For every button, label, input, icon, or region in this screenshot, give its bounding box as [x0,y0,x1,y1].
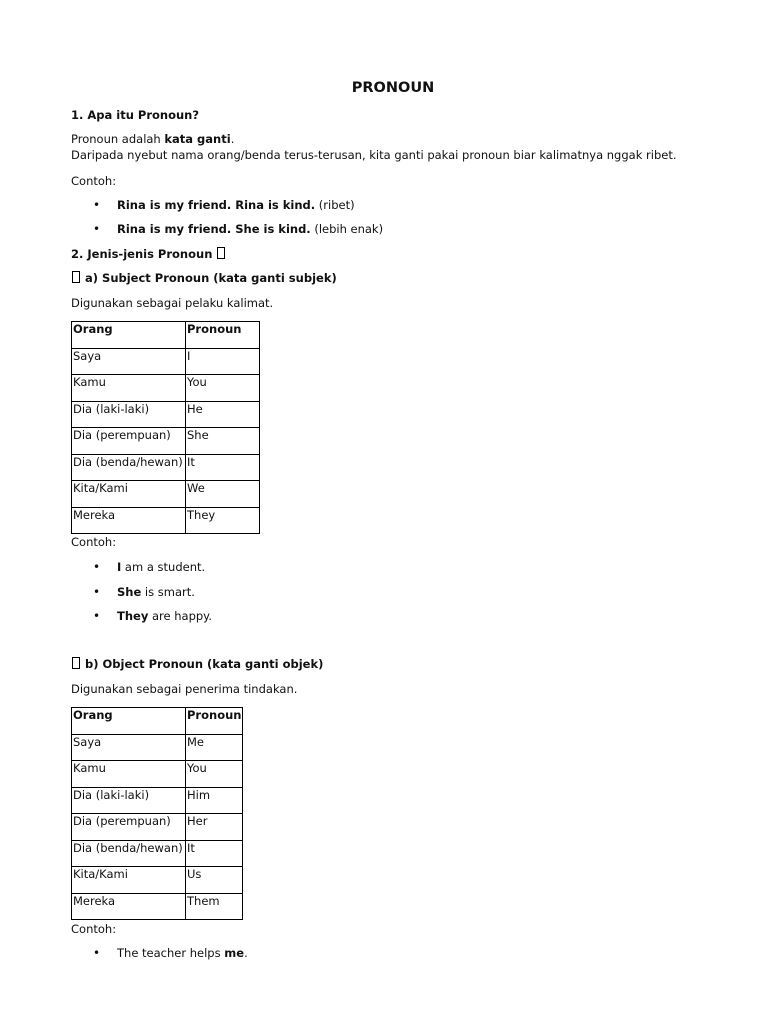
table-cell: Kamu [72,761,186,788]
subject-heading-text: a) Subject Pronoun (kata ganti subjek) [85,271,337,285]
object-description: Digunakan sebagai penerima tindakan. [71,682,298,696]
table-cell: Dia (perempuan) [72,428,186,455]
example-item [117,222,383,236]
table-cell: Her [186,814,243,841]
example-bold: Rina is my friend. Rina is kind. [117,198,316,212]
missing-glyph-icon [72,271,80,283]
table-row [72,507,260,534]
table-row [72,734,243,761]
table-cell: I [186,348,260,375]
contoh-label-2: Contoh: [71,535,117,549]
table-row [72,787,243,814]
table-row [72,840,243,867]
subject-description: Digunakan sebagai pelaku kalimat. [71,296,274,310]
explanation-line: Daripada nyebut nama orang/benda terus-terusan, kita ganti pakai pronoun biar kalimatnya nggak ribet. [71,148,677,162]
table-cell: We [186,481,260,508]
table-row [72,867,243,894]
example-rest: (lebih enak) [310,222,384,236]
table-cell: Them [186,893,243,920]
bullet-icon: • [93,222,101,236]
table-row [72,893,243,920]
table-cell: Mereka [72,507,186,534]
example-bold: I [117,560,122,574]
table-cell: Saya [72,348,186,375]
table-cell: He [186,401,260,428]
table-cell: Dia (laki-laki) [72,787,186,814]
object-pronoun-table [71,707,243,920]
table-row [72,814,243,841]
page-title: PRONOUN [351,80,435,96]
table-cell: Me [186,734,243,761]
example-item [117,198,355,212]
subject-pronoun-heading [71,271,337,285]
column-header: Pronoun [186,708,243,735]
bullet-icon: • [93,585,101,599]
table-cell: You [186,375,260,402]
example-rest: are happy. [148,609,212,623]
definition-line [71,132,234,146]
table-cell: They [186,507,260,534]
table-cell: You [186,761,243,788]
section-2-heading-text: 2. Jenis-jenis Pronoun [71,247,213,261]
object-heading-text: b) Object Pronoun (kata ganti objek) [85,657,324,671]
bullet-icon: • [93,946,101,960]
example-bold: She [117,585,142,599]
column-header: Orang [72,708,186,735]
table-row [72,348,260,375]
column-header: Orang [72,322,186,349]
example-item [117,585,195,599]
table-cell: Dia (benda/hewan) [72,840,186,867]
example-prefix: The teacher helps [117,946,225,960]
table-header-row [72,708,243,735]
table-cell: She [186,428,260,455]
example-rest: am a student. [121,560,206,574]
table-row [72,428,260,455]
definition-prefix: Pronoun adalah [71,132,165,146]
table-cell: Us [186,867,243,894]
example-rest: is smart. [141,585,195,599]
table-cell: Dia (benda/hewan) [72,454,186,481]
bullet-icon: • [93,609,101,623]
example-rest: . [244,946,248,960]
table-cell: Dia (perempuan) [72,814,186,841]
table-cell: Kita/Kami [72,867,186,894]
example-bold: They [117,609,149,623]
table-cell: Mereka [72,893,186,920]
table-row [72,481,260,508]
example-item [117,560,205,574]
definition-suffix: . [230,132,235,146]
table-cell: Saya [72,734,186,761]
example-rest: (ribet) [315,198,355,212]
table-cell: It [186,454,260,481]
subject-pronoun-table [71,321,260,534]
table-cell: Kamu [72,375,186,402]
section-1-heading: 1. Apa itu Pronoun? [71,108,200,122]
table-header-row [72,322,260,349]
table-row [72,375,260,402]
example-item [117,609,212,623]
bullet-icon: • [93,198,101,212]
missing-glyph-icon [72,657,80,669]
example-item [117,946,248,960]
table-row [72,761,243,788]
table-row [72,454,260,481]
column-header: Pronoun [186,322,260,349]
missing-glyph-icon [217,247,225,259]
object-pronoun-heading [71,657,323,671]
table-cell: Dia (laki-laki) [72,401,186,428]
section-2-heading [71,247,226,261]
table-cell: Him [186,787,243,814]
table-row [72,401,260,428]
definition-bold: kata ganti [164,132,231,146]
example-bold: Rina is my friend. She is kind. [117,222,311,236]
contoh-label-3: Contoh: [71,922,117,936]
bullet-icon: • [93,560,101,574]
table-cell: Kita/Kami [72,481,186,508]
contoh-label-1: Contoh: [71,174,117,188]
example-bold: me [224,946,245,960]
table-cell: It [186,840,243,867]
